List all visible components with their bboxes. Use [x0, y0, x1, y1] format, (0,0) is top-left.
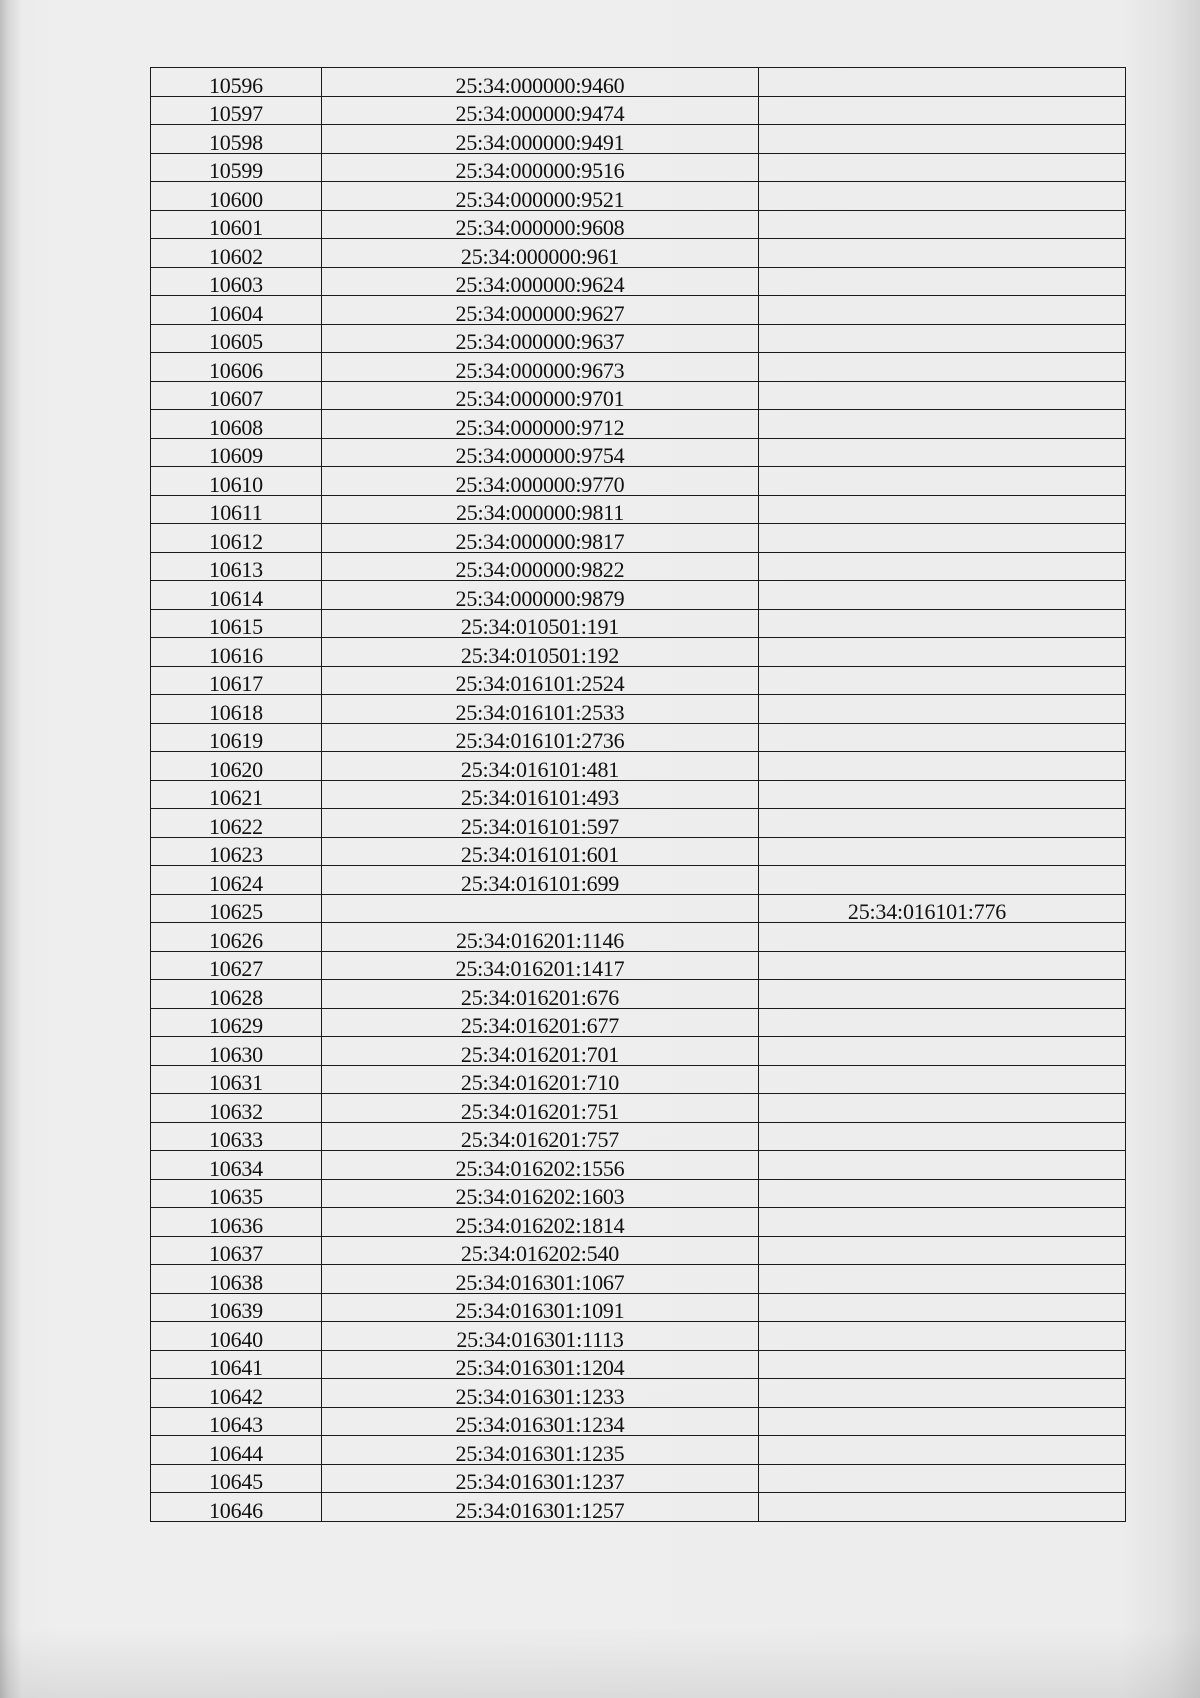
extra-cadastral-number-cell [759, 324, 1126, 353]
cadastral-number-cell: 25:34:016301:1233 [322, 1379, 759, 1408]
extra-cadastral-number-cell [759, 1293, 1126, 1322]
extra-cadastral-number-cell [759, 381, 1126, 410]
row-number-cell: 10612 [151, 524, 322, 553]
extra-cadastral-number-cell [759, 1493, 1126, 1522]
row-number-cell: 10613 [151, 552, 322, 581]
row-number-cell: 10599 [151, 153, 322, 182]
table-row [151, 894, 1126, 923]
row-number-cell: 10621 [151, 780, 322, 809]
row-number-cell: 10632 [151, 1094, 322, 1123]
row-number-cell: 10633 [151, 1122, 322, 1151]
table-row [151, 1350, 1126, 1379]
cadastral-number-cell: 25:34:000000:9817 [322, 524, 759, 553]
table-row [151, 951, 1126, 980]
cadastral-number-cell: 25:34:000000:9491 [322, 125, 759, 154]
cadastral-number-cell: 25:34:016301:1235 [322, 1436, 759, 1465]
table-row [151, 125, 1126, 154]
extra-cadastral-number-cell [759, 866, 1126, 895]
row-number-cell: 10624 [151, 866, 322, 895]
cadastral-number-cell: 25:34:016301:1234 [322, 1407, 759, 1436]
extra-cadastral-number-cell [759, 239, 1126, 268]
row-number-cell: 10640 [151, 1322, 322, 1351]
row-number-cell: 10604 [151, 296, 322, 325]
table-row [151, 552, 1126, 581]
cadastral-number-cell: 25:34:016101:597 [322, 809, 759, 838]
cadastral-number-cell: 25:34:016101:2533 [322, 695, 759, 724]
row-number-cell: 10617 [151, 666, 322, 695]
extra-cadastral-number-cell [759, 1008, 1126, 1037]
table-row [151, 438, 1126, 467]
extra-cadastral-number-cell [759, 210, 1126, 239]
table-row [151, 609, 1126, 638]
cadastral-number-cell: 25:34:016101:2524 [322, 666, 759, 695]
extra-cadastral-number-cell [759, 1122, 1126, 1151]
table-row [151, 1493, 1126, 1522]
row-number-cell: 10606 [151, 353, 322, 382]
extra-cadastral-number-cell [759, 267, 1126, 296]
extra-cadastral-number-cell [759, 125, 1126, 154]
row-number-cell: 10615 [151, 609, 322, 638]
table-row [151, 324, 1126, 353]
cadastral-number-cell: 25:34:016202:1603 [322, 1179, 759, 1208]
cadastral-number-cell: 25:34:016201:1146 [322, 923, 759, 952]
extra-cadastral-number-cell [759, 581, 1126, 610]
table-row [151, 1037, 1126, 1066]
table-row [151, 524, 1126, 553]
row-number-cell: 10618 [151, 695, 322, 724]
row-number-cell: 10636 [151, 1208, 322, 1237]
row-number-cell: 10614 [151, 581, 322, 610]
cadastral-number-cell: 25:34:000000:9460 [322, 68, 759, 97]
table-row [151, 780, 1126, 809]
table-row [151, 467, 1126, 496]
row-number-cell: 10629 [151, 1008, 322, 1037]
row-number-cell: 10643 [151, 1407, 322, 1436]
cadastral-number-cell: 25:34:000000:9673 [322, 353, 759, 382]
table-row [151, 837, 1126, 866]
table-row [151, 296, 1126, 325]
cadastral-number-cell [322, 894, 759, 923]
row-number-cell: 10639 [151, 1293, 322, 1322]
table-row [151, 410, 1126, 439]
table-row [151, 1008, 1126, 1037]
cadastral-number-cell: 25:34:016101:481 [322, 752, 759, 781]
cadastral-number-cell: 25:34:016202:1556 [322, 1151, 759, 1180]
extra-cadastral-number-cell [759, 980, 1126, 1009]
row-number-cell: 10619 [151, 723, 322, 752]
row-number-cell: 10631 [151, 1065, 322, 1094]
table-row [151, 1208, 1126, 1237]
extra-cadastral-number-cell [759, 609, 1126, 638]
table-row [151, 1065, 1126, 1094]
row-number-cell: 10641 [151, 1350, 322, 1379]
cadastral-number-table [150, 67, 1126, 1522]
cadastral-number-cell: 25:34:016301:1257 [322, 1493, 759, 1522]
cadastral-number-cell: 25:34:016301:1237 [322, 1464, 759, 1493]
table-row [151, 638, 1126, 667]
table-row [151, 980, 1126, 1009]
table-row [151, 666, 1126, 695]
cadastral-number-cell: 25:34:000000:961 [322, 239, 759, 268]
row-number-cell: 10607 [151, 381, 322, 410]
row-number-cell: 10646 [151, 1493, 322, 1522]
extra-cadastral-number-cell [759, 1094, 1126, 1123]
extra-cadastral-number-cell [759, 68, 1126, 97]
extra-cadastral-number-cell [759, 552, 1126, 581]
extra-cadastral-number-cell [759, 353, 1126, 382]
extra-cadastral-number-cell [759, 837, 1126, 866]
table-row [151, 695, 1126, 724]
extra-cadastral-number-cell [759, 96, 1126, 125]
cadastral-number-cell: 25:34:000000:9879 [322, 581, 759, 610]
table-row [151, 1293, 1126, 1322]
table-row [151, 723, 1126, 752]
cadastral-number-cell: 25:34:016201:677 [322, 1008, 759, 1037]
cadastral-number-cell: 25:34:016202:540 [322, 1236, 759, 1265]
extra-cadastral-number-cell [759, 410, 1126, 439]
table-row [151, 1407, 1126, 1436]
cadastral-number-cell: 25:34:016202:1814 [322, 1208, 759, 1237]
table-row [151, 1122, 1126, 1151]
table-row [151, 96, 1126, 125]
row-number-cell: 10630 [151, 1037, 322, 1066]
extra-cadastral-number-cell [759, 923, 1126, 952]
cadastral-number-cell: 25:34:016201:751 [322, 1094, 759, 1123]
cadastral-number-cell: 25:34:016201:1417 [322, 951, 759, 980]
cadastral-number-cell: 25:34:016201:757 [322, 1122, 759, 1151]
row-number-cell: 10616 [151, 638, 322, 667]
extra-cadastral-number-cell [759, 1464, 1126, 1493]
cadastral-number-cell: 25:34:016301:1113 [322, 1322, 759, 1351]
row-number-cell: 10644 [151, 1436, 322, 1465]
cadastral-number-cell: 25:34:016101:493 [322, 780, 759, 809]
table-body [151, 68, 1126, 1522]
table-row [151, 1379, 1126, 1408]
extra-cadastral-number-cell: 25:34:016101:776 [759, 894, 1126, 923]
extra-cadastral-number-cell [759, 1407, 1126, 1436]
row-number-cell: 10634 [151, 1151, 322, 1180]
extra-cadastral-number-cell [759, 951, 1126, 980]
row-number-cell: 10609 [151, 438, 322, 467]
cadastral-number-cell: 25:34:016101:699 [322, 866, 759, 895]
row-number-cell: 10620 [151, 752, 322, 781]
cadastral-number-cell: 25:34:000000:9624 [322, 267, 759, 296]
cadastral-number-cell: 25:34:000000:9474 [322, 96, 759, 125]
row-number-cell: 10628 [151, 980, 322, 1009]
row-number-cell: 10622 [151, 809, 322, 838]
row-number-cell: 10605 [151, 324, 322, 353]
row-number-cell: 10627 [151, 951, 322, 980]
table-row [151, 1464, 1126, 1493]
cadastral-number-cell: 25:34:010501:191 [322, 609, 759, 638]
extra-cadastral-number-cell [759, 638, 1126, 667]
cadastral-number-cell: 25:34:000000:9811 [322, 495, 759, 524]
cadastral-number-cell: 25:34:000000:9521 [322, 182, 759, 211]
row-number-cell: 10610 [151, 467, 322, 496]
row-number-cell: 10611 [151, 495, 322, 524]
table-row [151, 1265, 1126, 1294]
cadastral-number-cell: 25:34:010501:192 [322, 638, 759, 667]
table-row [151, 239, 1126, 268]
table-row [151, 1094, 1126, 1123]
extra-cadastral-number-cell [759, 296, 1126, 325]
table-row [151, 153, 1126, 182]
table-row [151, 1179, 1126, 1208]
extra-cadastral-number-cell [759, 1436, 1126, 1465]
extra-cadastral-number-cell [759, 1151, 1126, 1180]
extra-cadastral-number-cell [759, 1350, 1126, 1379]
extra-cadastral-number-cell [759, 1179, 1126, 1208]
row-number-cell: 10603 [151, 267, 322, 296]
row-number-cell: 10626 [151, 923, 322, 952]
row-number-cell: 10638 [151, 1265, 322, 1294]
extra-cadastral-number-cell [759, 1065, 1126, 1094]
table-row [151, 68, 1126, 97]
row-number-cell: 10598 [151, 125, 322, 154]
extra-cadastral-number-cell [759, 1037, 1126, 1066]
cadastral-number-cell: 25:34:016201:710 [322, 1065, 759, 1094]
row-number-cell: 10600 [151, 182, 322, 211]
extra-cadastral-number-cell [759, 1236, 1126, 1265]
table-row [151, 182, 1126, 211]
cadastral-number-cell: 25:34:000000:9608 [322, 210, 759, 239]
row-number-cell: 10608 [151, 410, 322, 439]
cadastral-number-cell: 25:34:000000:9712 [322, 410, 759, 439]
row-number-cell: 10645 [151, 1464, 322, 1493]
table-row [151, 809, 1126, 838]
cadastral-number-cell: 25:34:000000:9516 [322, 153, 759, 182]
cadastral-number-cell: 25:34:000000:9627 [322, 296, 759, 325]
row-number-cell: 10637 [151, 1236, 322, 1265]
table-row [151, 1436, 1126, 1465]
cadastral-number-cell: 25:34:000000:9822 [322, 552, 759, 581]
cadastral-number-cell: 25:34:000000:9754 [322, 438, 759, 467]
table-row [151, 1151, 1126, 1180]
extra-cadastral-number-cell [759, 666, 1126, 695]
extra-cadastral-number-cell [759, 153, 1126, 182]
table-row [151, 210, 1126, 239]
cadastral-number-cell: 25:34:016201:701 [322, 1037, 759, 1066]
table-row [151, 923, 1126, 952]
cadastral-number-cell: 25:34:016201:676 [322, 980, 759, 1009]
extra-cadastral-number-cell [759, 467, 1126, 496]
extra-cadastral-number-cell [759, 723, 1126, 752]
row-number-cell: 10602 [151, 239, 322, 268]
table-row [151, 353, 1126, 382]
row-number-cell: 10597 [151, 96, 322, 125]
extra-cadastral-number-cell [759, 695, 1126, 724]
row-number-cell: 10625 [151, 894, 322, 923]
table-row [151, 381, 1126, 410]
row-number-cell: 10596 [151, 68, 322, 97]
table-row [151, 866, 1126, 895]
table-row [151, 581, 1126, 610]
extra-cadastral-number-cell [759, 780, 1126, 809]
row-number-cell: 10635 [151, 1179, 322, 1208]
extra-cadastral-number-cell [759, 182, 1126, 211]
table-row [151, 1322, 1126, 1351]
extra-cadastral-number-cell [759, 438, 1126, 467]
cadastral-number-cell: 25:34:000000:9637 [322, 324, 759, 353]
cadastral-number-cell: 25:34:016301:1204 [322, 1350, 759, 1379]
cadastral-number-cell: 25:34:016101:2736 [322, 723, 759, 752]
table-row [151, 267, 1126, 296]
extra-cadastral-number-cell [759, 1379, 1126, 1408]
cadastral-number-cell: 25:34:016301:1067 [322, 1265, 759, 1294]
extra-cadastral-number-cell [759, 1265, 1126, 1294]
extra-cadastral-number-cell [759, 495, 1126, 524]
table-row [151, 752, 1126, 781]
table-row [151, 1236, 1126, 1265]
row-number-cell: 10642 [151, 1379, 322, 1408]
row-number-cell: 10601 [151, 210, 322, 239]
cadastral-number-cell: 25:34:000000:9701 [322, 381, 759, 410]
extra-cadastral-number-cell [759, 752, 1126, 781]
table-row [151, 495, 1126, 524]
extra-cadastral-number-cell [759, 524, 1126, 553]
extra-cadastral-number-cell [759, 1322, 1126, 1351]
cadastral-number-cell: 25:34:000000:9770 [322, 467, 759, 496]
cadastral-number-cell: 25:34:016101:601 [322, 837, 759, 866]
extra-cadastral-number-cell [759, 1208, 1126, 1237]
extra-cadastral-number-cell [759, 809, 1126, 838]
row-number-cell: 10623 [151, 837, 322, 866]
cadastral-number-cell: 25:34:016301:1091 [322, 1293, 759, 1322]
